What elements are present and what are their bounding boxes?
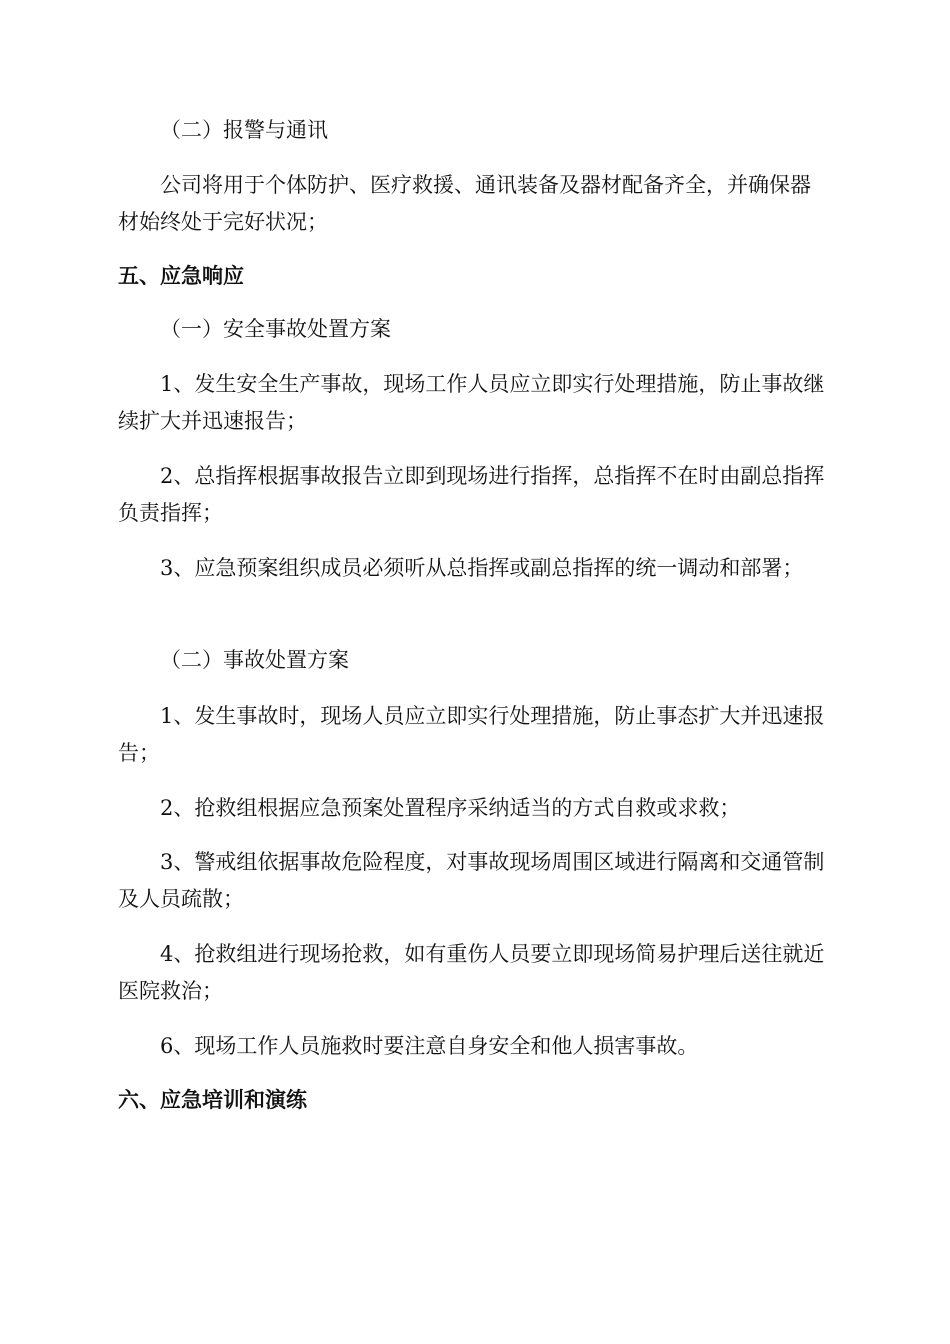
accident-item-3: 3、警戒组依据事故危险程度，对事故现场周围区域进行隔离和交通管制及人员疏散； <box>118 850 825 911</box>
safety-item-3: 3、应急预案组织成员必须听从总指挥或副总指挥的统一调动和部署； <box>160 556 804 580</box>
subheading-safety-accident-plan: （一）安全事故处置方案 <box>160 317 391 341</box>
subheading-alarm-communication: （二）报警与通讯 <box>160 118 328 142</box>
accident-item-4: 4、抢救组进行现场抢救，如有重伤人员要立即现场简易护理后送往就近医院救治； <box>118 942 825 1003</box>
accident-item-1: 1、发生事故时，现场人员应立即实行处理措施，防止事态扩大并迅速报告； <box>118 704 825 765</box>
safety-item-1: 1、发生安全生产事故，现场工作人员应立即实行处理措施，防止事故继续扩大并迅速报告； <box>118 372 825 433</box>
safety-item-2: 2、总指挥根据事故报告立即到现场进行指挥，总指挥不在时由副总指挥负责指挥； <box>118 464 825 525</box>
accident-item-2: 2、抢救组根据应急预案处置程序采纳适当的方式自救或求救； <box>160 796 741 820</box>
heading-emergency-response: 五、应急响应 <box>118 264 244 288</box>
subheading-accident-plan: （二）事故处置方案 <box>160 648 349 672</box>
heading-emergency-training: 六、应急培训和演练 <box>118 1088 307 1112</box>
accident-item-6: 6、现场工作人员施救时要注意自身安全和他人损害事故。 <box>160 1034 699 1058</box>
paragraph-equipment: 公司将用于个体防护、医疗救援、通讯装备及器材配备齐全，并确保器材始终处于完好状况； <box>118 173 811 234</box>
